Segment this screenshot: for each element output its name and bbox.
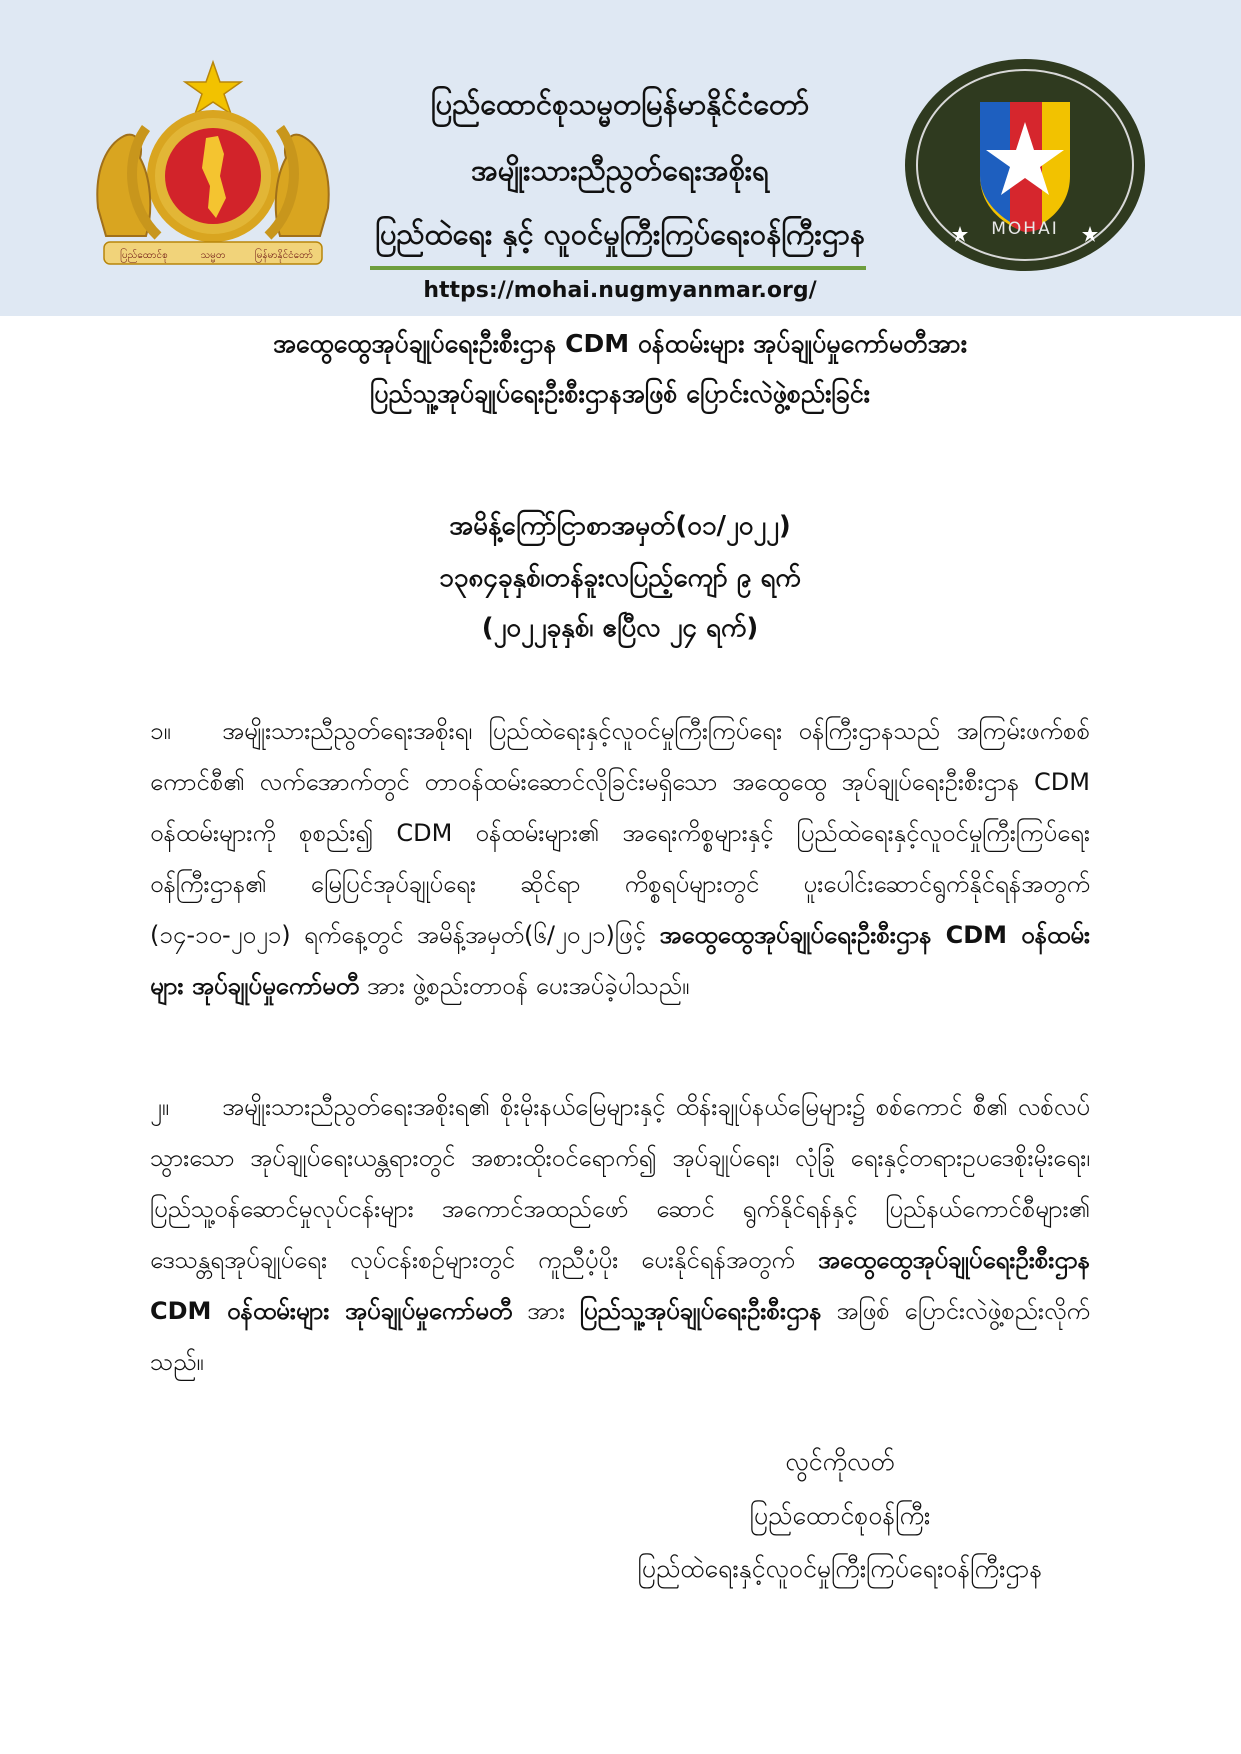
paragraph-2-new-department: ပြည်သူ့အုပ်ချုပ်ရေးဦးစီးဌာန <box>579 1297 822 1325</box>
svg-text:မြန်မာနိုင်ငံတော်: မြန်မာနိုင်ငံတော် <box>255 250 313 261</box>
paragraph-1 <box>150 706 1090 1012</box>
paragraph-2-committee: အထွေထွေအုပ်ချုပ်ရေးဦးစီးဌာန CDM ဝန်ထမ်းများ အုပ်ချုပ်မှုကော်မတီ <box>150 1246 1090 1325</box>
header-government: အမျိုးသားညီညွတ်ရေးအစိုးရ <box>471 153 769 187</box>
svg-text:ပြည်ထောင်စု: ပြည်ထောင်စု <box>120 250 168 261</box>
paragraph-2-ending: အဖြစ် ပြောင်းလဲဖွဲ့စည်းလိုက်သည်။ <box>150 1297 1090 1376</box>
signatory-name: လွင်ကိုလတ် <box>785 1447 895 1476</box>
header-divider <box>370 266 866 270</box>
header-ministry: ပြည်ထဲရေး နှင့် လူဝင်မှုကြီးကြပ်ရေးဝန်ကြီးဌာန <box>375 217 865 251</box>
signatory-ministry: ပြည်ထဲရေးနှင့်လူဝင်မှုကြီးကြပ်ရေးဝန်ကြီးဌာန <box>637 1554 1043 1583</box>
header-country: ပြည်ထောင်စုသမ္မတမြန်မာနိုင်ငံတော် <box>430 87 810 121</box>
paragraph-1-ending: အား ဖွဲ့စည်းတာဝန် ပေးအပ်ခဲ့ပါသည်။ <box>366 972 690 1000</box>
signatory-title: ပြည်ထောင်စုဝန်ကြီး <box>749 1501 931 1530</box>
paragraph-2 <box>150 1082 1090 1388</box>
document-title-line-2: ပြည်သူ့အုပ်ချုပ်ရေးဦးစီးဌာနအဖြစ် ပြောင်းလဲဖွဲ့စည်းခြင်း <box>370 379 870 408</box>
myanmar-date: ၁၃၈၄ခုနှစ်၊တန်ခူးလပြည့်ကျော် ၉ ရက် <box>439 563 801 593</box>
paragraph-1-number: ၁။ <box>150 717 171 745</box>
document-title-line-1: အထွေထွေအုပ်ချုပ်ရေးဦးစီးဌာန CDM ဝန်ထမ်းများ အုပ်ချုပ်မှုကော်မတီအား <box>272 329 968 358</box>
ministry-url[interactable]: https://mohai.nugmyanmar.org/ <box>423 278 817 303</box>
svg-text:သမ္မတ: သမ္မတ <box>200 250 226 261</box>
svg-text:MOHAI: MOHAI <box>991 219 1059 239</box>
paragraph-2-connector: အား <box>527 1297 565 1325</box>
state-emblem-icon <box>84 58 342 280</box>
paragraph-2-text: အမျိုးသားညီညွတ်ရေးအစိုးရ၏ စိုးမိုးနယ်မြေများနှင့် ထိန်းချုပ်နယ်မြေများ၌ စစ်ကောင် စီ၏ လစ်လပ်သွားသော အုပ်ချုပ်ရေးယန္တရားတွင် အစားထိုးဝင်ရောက်၍ အုပ်ချုပ်ရေး၊ လုံခြုံ ရေးနှင့်တရားဥပဒေစိုးမိုးရေး၊ ပြည်သူ့ဝန်ဆောင်မှုလုပ်ငန်းများ အကောင်အထည်ဖော် ဆောင် ရွက်နိုင်ရန်နှင့် ပြည်နယ်ကောင်စီများ၏ ဒေသန္တရအုပ်ချုပ်ရေး လုပ်ငန်းစဉ်များတွင် ကူညီပံ့ပိုး ပေးနိုင်ရန်အတွက် <box>150 1093 1090 1274</box>
paragraph-1-committee: အထွေထွေအုပ်ချုပ်ရေးဦးစီးဌာန CDM ဝန်ထမ်းများ အုပ်ချုပ်မှုကော်မတီ <box>150 921 1090 1000</box>
letterhead <box>0 0 1241 316</box>
order-number: အမိန့်ကြော်ငြာစာအမှတ်(၀၁/၂၀၂၂) <box>449 511 791 541</box>
paragraph-1-text: အမျိုးသားညီညွတ်ရေးအစိုးရ၊ ပြည်ထဲရေးနှင့်လူဝင်မှုကြီးကြပ်ရေး ဝန်ကြီးဌာနသည် အကြမ်းဖက်စစ်ကောင်စီ၏ လက်အောက်တွင် တာဝန်ထမ်းဆောင်လိုခြင်းမရှိသော အထွေထွေ အုပ်ချုပ်ရေးဦးစီးဌာန CDM ဝန်ထမ်းများကို စုစည်း၍ CDM ဝန်ထမ်းများ၏ အရေးကိစ္စများနှင့် ပြည်ထဲရေးနှင့်လူဝင်မှုကြီးကြပ်ရေးဝန်ကြီးဌာန၏ မြေပြင်အုပ်ချုပ်ရေး ဆိုင်ရာ ကိစ္စရပ်များတွင် ပူးပေါင်းဆောင်ရွက်နိုင်ရန်အတွက် (၁၄-၁၀-၂၀၂၁) ရက်နေ့တွင် အမိန့်အမှတ်(၆/၂၀၂၁)ဖြင့် <box>150 717 1090 949</box>
mohai-logo-icon <box>902 56 1148 274</box>
paragraph-2-number: ၂။ <box>150 1093 170 1121</box>
gregorian-date: (၂၀၂၂ခုနှစ်၊ ဧပြီလ ၂၄ ရက်) <box>481 613 759 643</box>
